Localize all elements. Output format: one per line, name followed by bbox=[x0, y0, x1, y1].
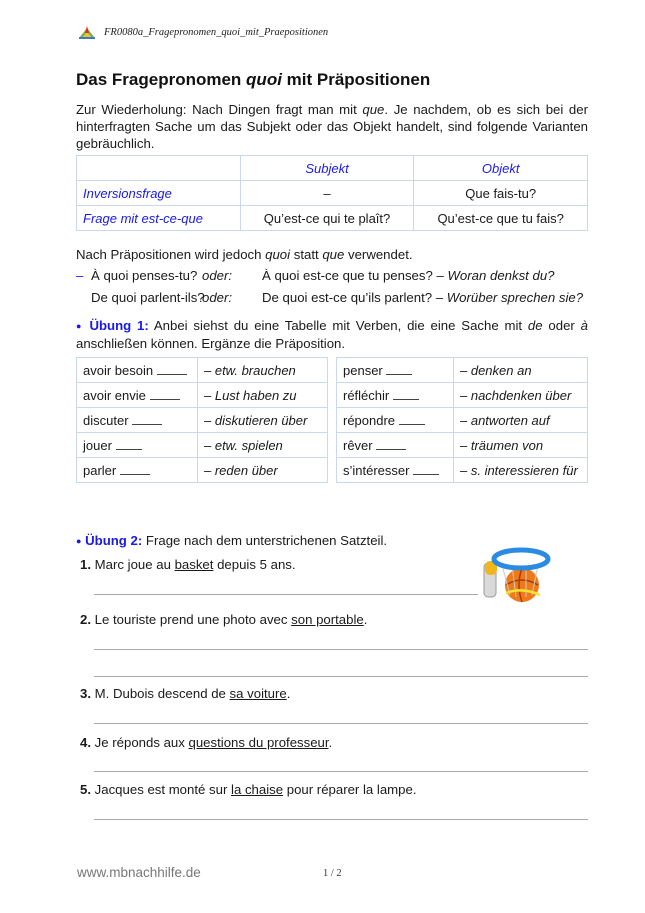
question-number: 1. bbox=[80, 557, 91, 572]
underlined-phrase: la chaise bbox=[231, 782, 284, 797]
underlined-phrase: basket bbox=[174, 557, 214, 572]
preposition-blank[interactable] bbox=[399, 414, 425, 425]
example-oder: oder: bbox=[202, 290, 233, 305]
page-title bbox=[76, 70, 430, 90]
answer-line[interactable] bbox=[94, 771, 588, 772]
exercise2-label: Übung 2: bbox=[85, 533, 143, 548]
table-cell: Qu’est-ce qui te plaît? bbox=[240, 206, 414, 231]
question-2 bbox=[80, 612, 367, 627]
preposition-blank[interactable] bbox=[132, 414, 162, 425]
question-text: Marc joue au bbox=[91, 557, 175, 572]
table-header-row bbox=[77, 156, 588, 181]
example-row bbox=[76, 268, 555, 283]
summary-table bbox=[76, 155, 588, 231]
table-row bbox=[77, 206, 588, 231]
mbnachhilfe-logo-icon bbox=[78, 25, 96, 39]
question-text: Je réponds aux bbox=[91, 735, 189, 750]
basketball-hoop-icon bbox=[482, 545, 552, 607]
meaning-cell: – etw. spielen bbox=[198, 433, 328, 458]
meaning-cell: – träumen von bbox=[454, 433, 588, 458]
meaning-cell: – etw. brauchen bbox=[198, 358, 328, 383]
table-row bbox=[77, 358, 328, 383]
page-number: 1 / 2 bbox=[323, 868, 342, 879]
question-number: 4. bbox=[80, 735, 91, 750]
verb-table-right bbox=[336, 357, 588, 483]
question-text: . bbox=[363, 612, 368, 627]
footer-url[interactable]: www.mbnachhilfe.de bbox=[77, 865, 201, 880]
exercise1-instructions bbox=[76, 317, 588, 352]
note-italic: quoi bbox=[265, 247, 291, 262]
example-inversion: De quoi parlent-ils? bbox=[91, 290, 205, 305]
example-dash bbox=[76, 290, 91, 305]
title-part: mit Präpositionen bbox=[281, 70, 431, 89]
table-row bbox=[337, 358, 588, 383]
example-dash: – bbox=[76, 268, 84, 283]
question-text: . bbox=[286, 686, 291, 701]
verb: rêver bbox=[343, 437, 373, 453]
table-cell: – bbox=[240, 181, 414, 206]
meaning-cell: – nachdenken über bbox=[454, 383, 588, 408]
example-oder: oder: bbox=[202, 268, 233, 283]
question-text: pour réparer la lampe. bbox=[283, 782, 417, 797]
note-text: verwendet. bbox=[344, 247, 413, 262]
intro-paragraph bbox=[76, 101, 588, 152]
preposition-blank[interactable] bbox=[157, 364, 187, 375]
exercise1-text: Anbei siehst du eine Tabelle mit Verben, die eine Sache mit bbox=[148, 318, 528, 333]
question-text: Le touriste prend une photo avec bbox=[91, 612, 292, 627]
meaning-cell: – antworten auf bbox=[454, 408, 588, 433]
exercise1-label: Übung 1: bbox=[89, 318, 149, 333]
answer-line[interactable] bbox=[94, 819, 588, 820]
document-id: FR0080a_Fragepronomen_quoi_mit_Praepositionen bbox=[104, 26, 329, 38]
underlined-phrase: sa voiture bbox=[229, 686, 287, 701]
row-label: Inversionsfrage bbox=[77, 181, 241, 206]
verb-cell bbox=[337, 433, 454, 458]
preposition-blank[interactable] bbox=[413, 464, 439, 475]
verb: avoir envie bbox=[83, 387, 146, 403]
exercise1-italic: de bbox=[527, 318, 543, 333]
verb: parler bbox=[83, 462, 117, 478]
verb-cell bbox=[77, 383, 198, 408]
table-row bbox=[77, 433, 328, 458]
verb-cell bbox=[77, 458, 198, 483]
intro-text: Zur Wiederholung: Nach Dingen fragt man mit bbox=[76, 102, 363, 117]
intro-text: . Je nachdem, ob es sich bei der hinterfragten Sache um das Subjekt oder das Objekt handelt, sind folgende Varianten gebräuchlich. bbox=[76, 102, 588, 151]
verb: penser bbox=[343, 362, 383, 378]
exercise1-text: oder bbox=[542, 318, 581, 333]
verb-cell bbox=[77, 408, 198, 433]
question-5 bbox=[80, 782, 417, 797]
row-label: Frage mit est-ce-que bbox=[77, 206, 241, 231]
table-row bbox=[77, 181, 588, 206]
example-inversion: À quoi penses-tu? bbox=[91, 268, 198, 283]
preposition-note bbox=[76, 246, 588, 263]
title-part: Das Fragepronomen bbox=[76, 70, 247, 89]
table-row bbox=[77, 383, 328, 408]
meaning-cell: – s. interessieren für bbox=[454, 458, 588, 483]
question-3 bbox=[80, 686, 290, 701]
verb: réfléchir bbox=[343, 387, 390, 403]
preposition-blank[interactable] bbox=[120, 464, 150, 475]
question-text: Jacques est monté sur bbox=[91, 782, 232, 797]
table-header-cell: Subjekt bbox=[240, 156, 414, 181]
meaning-cell: – denken an bbox=[454, 358, 588, 383]
underlined-phrase: questions du professeur bbox=[188, 735, 329, 750]
exercise1-text: anschließen können. Ergänze die Präposition. bbox=[76, 336, 346, 351]
bullet-icon: ● bbox=[76, 536, 82, 546]
exercise2-text: Frage nach dem unterstrichenen Satzteil. bbox=[142, 533, 388, 548]
table-row bbox=[337, 383, 588, 408]
answer-line[interactable] bbox=[94, 649, 588, 650]
preposition-blank[interactable] bbox=[376, 439, 406, 450]
verb: répondre bbox=[343, 412, 396, 428]
verb-cell bbox=[337, 458, 454, 483]
preposition-blank[interactable] bbox=[150, 389, 180, 400]
question-number: 3. bbox=[80, 686, 91, 701]
table-row bbox=[337, 433, 588, 458]
question-4 bbox=[80, 735, 332, 750]
table-row bbox=[77, 408, 328, 433]
verb-cell bbox=[77, 433, 198, 458]
verb: discuter bbox=[83, 412, 129, 428]
verb: jouer bbox=[83, 437, 112, 453]
preposition-blank[interactable] bbox=[393, 389, 419, 400]
question-text: depuis 5 ans. bbox=[213, 557, 296, 572]
example-row bbox=[76, 290, 583, 305]
verb-cell bbox=[77, 358, 198, 383]
example-translation: Worüber sprechen sie? bbox=[446, 290, 584, 305]
verb-cell bbox=[337, 408, 454, 433]
title-italic: quoi bbox=[246, 70, 282, 89]
example-translation: Woran denkst du? bbox=[447, 268, 555, 283]
verb: avoir besoin bbox=[83, 362, 154, 378]
question-1 bbox=[80, 557, 296, 572]
preposition-blank[interactable] bbox=[116, 439, 142, 450]
verb-cell bbox=[337, 383, 454, 408]
document-header bbox=[78, 25, 328, 39]
answer-line[interactable] bbox=[94, 723, 588, 724]
verb-cell bbox=[337, 358, 454, 383]
verb: s’intéresser bbox=[343, 462, 410, 478]
meaning-cell: – reden über bbox=[198, 458, 328, 483]
question-number: 2. bbox=[80, 612, 91, 627]
example-est-ce-que: De quoi est-ce qu’ils parlent? – bbox=[262, 290, 447, 305]
question-number: 5. bbox=[80, 782, 91, 797]
verb-table-left bbox=[76, 357, 328, 483]
bullet-icon: ● bbox=[76, 321, 84, 331]
table-cell: Que fais-tu? bbox=[414, 181, 588, 206]
table-row bbox=[77, 458, 328, 483]
answer-line[interactable] bbox=[94, 594, 478, 595]
table-row bbox=[337, 458, 588, 483]
meaning-cell: – Lust haben zu bbox=[198, 383, 328, 408]
underlined-phrase: son portable bbox=[291, 612, 364, 627]
example-est-ce-que: À quoi est-ce que tu penses? – bbox=[262, 268, 448, 283]
question-text: . bbox=[328, 735, 333, 750]
meaning-cell: – diskutieren über bbox=[198, 408, 328, 433]
preposition-blank[interactable] bbox=[386, 364, 412, 375]
note-italic: que bbox=[322, 247, 345, 262]
table-header-cell: Objekt bbox=[414, 156, 588, 181]
answer-line[interactable] bbox=[94, 676, 588, 677]
question-text: M. Dubois descend de bbox=[91, 686, 230, 701]
exercise1-italic: à bbox=[580, 318, 588, 333]
intro-italic: que bbox=[362, 102, 385, 117]
note-text: Nach Präpositionen wird jedoch bbox=[76, 247, 266, 262]
table-row bbox=[337, 408, 588, 433]
table-cell: Qu’est-ce que tu fais? bbox=[414, 206, 588, 231]
note-text: statt bbox=[290, 247, 323, 262]
table-header-cell bbox=[77, 156, 241, 181]
